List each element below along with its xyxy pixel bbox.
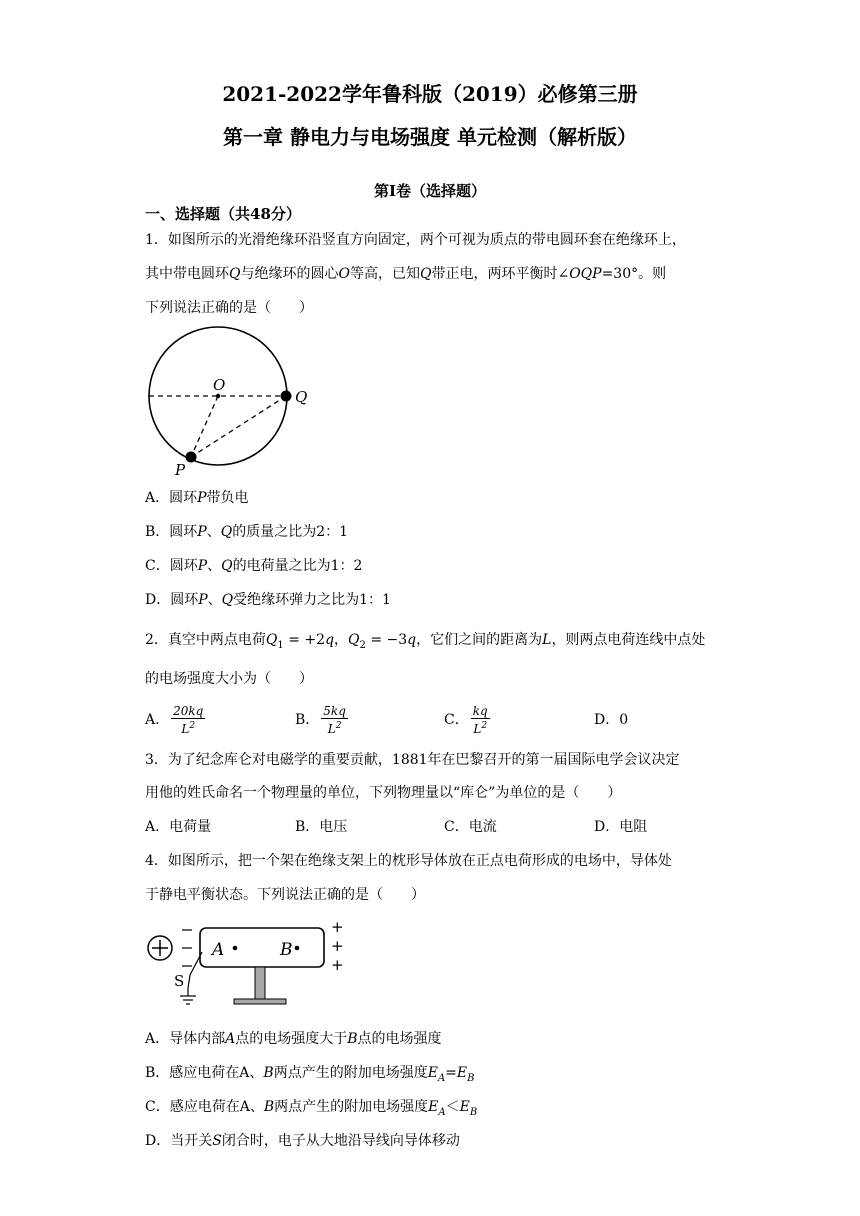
chord-qp	[191, 396, 286, 457]
q1-option-a: A．圆环P带负电	[145, 490, 249, 506]
label-p: P	[175, 461, 186, 479]
q1-line2: 其中带电圆环Q与绝缘环的圆心O等高，已知Q带正电，两环平衡时∠OQP=30°。则	[145, 266, 667, 282]
volume-heading: 第Ⅰ卷（选择题）	[373, 182, 487, 200]
q4-conductor-figure	[140, 918, 360, 1018]
label-b: B	[280, 940, 293, 960]
q1-line1: 1．如图所示的光滑绝缘环沿竖直方向固定，两个可视为质点的带电圆环套在绝缘环上，	[145, 232, 686, 248]
q3-line1: 3．为了纪念库仑对电磁学的重要贡献，1881年在巴黎召开的第一届国际电学会议决定	[145, 752, 680, 768]
q3-option-b: B．电压	[295, 819, 348, 835]
point-a	[233, 946, 238, 951]
q1-circle-figure	[140, 320, 330, 480]
plus-sign-2: +	[331, 937, 344, 955]
switch-blade	[188, 975, 190, 988]
q4-line1: 4．如图所示，把一个架在绝缘支架上的枕形导体放在正点电荷形成的电场中，导体处	[145, 853, 672, 869]
doc-title-line2: 第一章 静电力与电场强度 单元检测（解析版）	[223, 125, 637, 149]
doc-title-line1: 2021-2022学年鲁科版（2019）必修第三册	[222, 82, 638, 106]
ring-p	[186, 452, 197, 463]
support-base	[234, 999, 286, 1004]
q2-option-d: D．0	[594, 712, 629, 728]
q1-option-d: D．圆环P、Q受绝缘环弹力之比为1：1	[145, 592, 391, 608]
label-a: A	[212, 940, 225, 960]
q4-option-d: D．当开关S闭合时，电子从大地沿导线向导体移动	[145, 1133, 460, 1149]
q2-option-b: B． $\frac{5kq}{L^2}$	[295, 704, 346, 736]
q1-option-b: B．圆环P、Q的质量之比为2：1	[145, 524, 349, 540]
label-o: O	[213, 376, 226, 394]
q4-option-b: B．感应电荷在A、B两点产生的附加电场强度$E_A=E_B$	[145, 1065, 475, 1084]
center-point-o	[216, 394, 220, 398]
plus-sign-3: +	[331, 956, 344, 974]
q1-option-c: C．圆环P、Q的电荷量之比为1：2	[145, 558, 363, 574]
radius-op	[191, 396, 218, 457]
q4-line2: 于静电平衡状态。下列说法正确的是（ ）	[145, 887, 425, 903]
q3-option-a: A．电荷量	[145, 819, 212, 835]
q4-option-a: A．导体内部A点的电场强度大于B点的电场强度	[145, 1031, 442, 1047]
q2-line2: 的电场强度大小为（ ）	[145, 671, 313, 687]
q3-line2: 用他的姓氏命名一个物理量的单位，下列物理量以“库仑”为单位的是（ ）	[145, 785, 622, 801]
q4-option-c: C．感应电荷在A、B两点产生的附加电场强度$E_A<E_B$	[145, 1099, 478, 1118]
q2-option-a: A． $\frac{20kq}{L^2}$	[145, 704, 204, 736]
section-heading: 一、选择题（共48分）	[145, 205, 301, 223]
ring-q	[281, 391, 292, 402]
point-b	[295, 946, 300, 951]
insulating-post	[255, 967, 265, 999]
label-q: Q	[295, 388, 308, 406]
q1-line3: 下列说法正确的是（ ）	[145, 300, 313, 316]
q2-line1: 2．真空中两点电荷$Q_1 = +2q$，$Q_2 = -3q$，它们之间的距离为L，则两点电荷连线中点处	[145, 632, 706, 651]
label-s: S	[174, 972, 185, 990]
q3-option-d: D．电阻	[594, 819, 648, 835]
plus-sign-1: +	[331, 918, 344, 936]
q3-option-c: C．电流	[444, 819, 497, 835]
q2-option-c: C． $\frac{kq}{L^2}$	[444, 704, 488, 736]
